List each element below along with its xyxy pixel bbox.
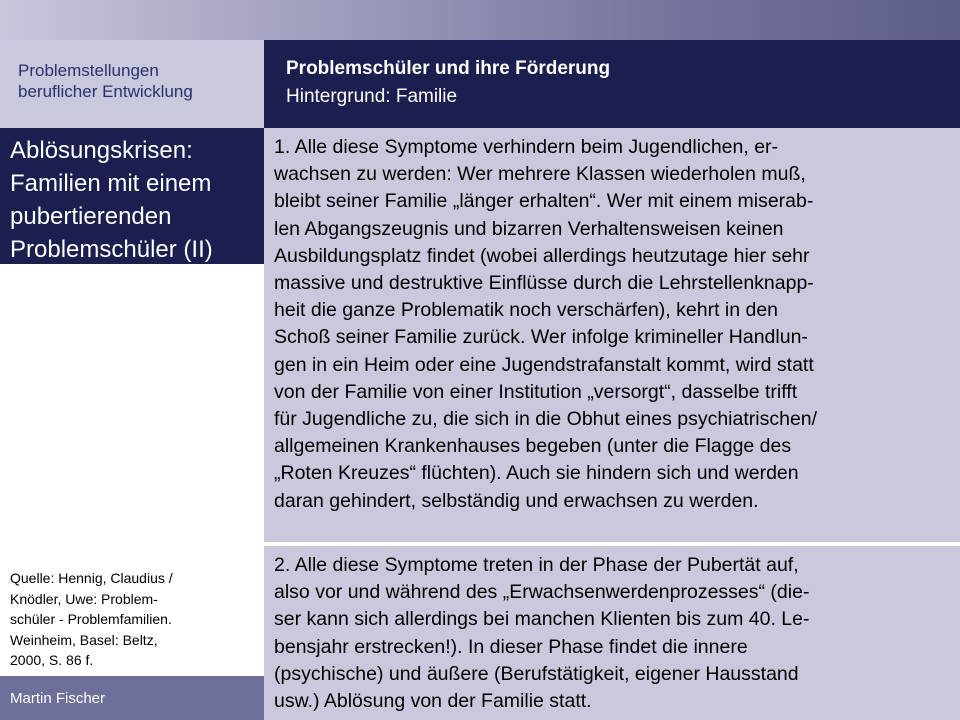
paragraph-2: [274, 552, 946, 715]
subject-line: Problemstellungen: [18, 61, 159, 80]
paragraph-line: (psychische) und äußere (Berufstätigkeit, eigener Hausstand: [274, 662, 799, 685]
source-line: Weinheim, Basel: Beltz,: [10, 631, 158, 648]
paragraph-line: heit die ganze Problematik noch verschärfen), kehrt in den: [274, 299, 779, 322]
slide-subtitle: Hintergrund: Familie: [286, 86, 458, 107]
paragraph-line: allgemeinen Krankenhauses begeben (unter die Flagge des: [274, 435, 792, 458]
paragraph-line: 1. Alle diese Symptome verhindern beim Jugendlichen, er-: [274, 136, 779, 158]
paragraph-line: massive und destruktive Einflüsse durch die Lehrstellenknapp-: [274, 272, 814, 295]
section-title-line: pubertierenden: [10, 203, 172, 230]
source-line: 2000, S. 86 f.: [10, 652, 94, 668]
section-title: [10, 134, 260, 266]
paragraph-line: daran gehindert, selbständig und erwachsen zu werden.: [274, 489, 759, 512]
slide-title: Problemschüler und ihre Förderung: [286, 58, 611, 79]
paragraph-line: „Roten Kreuzes“ flüchten). Auch sie hindern sich und werden: [274, 462, 799, 485]
section-title-line: Ablösungskrisen:: [10, 137, 193, 164]
paragraph-line: usw.) Ablösung von der Familie statt.: [274, 690, 592, 713]
source-citation: [10, 568, 260, 671]
paragraph-line: Ausbildungsplatz findet (wobei allerdings heutzutage hier sehr: [274, 244, 810, 267]
paragraph-line: gen in ein Heim oder eine Jugendstrafanstalt kommt, wird statt: [274, 353, 814, 376]
source-line: Quelle: Hennig, Claudius /: [10, 570, 173, 586]
paragraph-line: ser kann sich allerdings bei manchen Klienten bis zum 40. Le-: [274, 608, 810, 631]
section-title-line: Problemschüler (II): [10, 236, 213, 263]
paragraph-line: wachsen zu werden: Wer mehrere Klassen wiederholen muß,: [274, 163, 806, 186]
paragraph-line: len Abgangszeugnis und bizarren Verhaltensweisen keinen: [274, 217, 784, 240]
author-name: Martin Fischer: [10, 690, 106, 707]
paragraph-line: von der Familie von einer Institution „versorgt“, dasselbe trifft: [274, 380, 798, 403]
paragraph-line: für Jugendliche zu, die sich in die Obhut eines psychiatrischen/: [274, 408, 818, 431]
paragraph-line: bensjahr erstrecken!). In dieser Phase findet die innere: [274, 635, 748, 658]
section-title-line: Familien mit einem: [10, 170, 212, 197]
subject-label: [18, 60, 258, 102]
paragraph-line: Schoß seiner Familie zurück. Wer infolge krimineller Handlun-: [274, 326, 808, 349]
paragraph-1: [274, 134, 946, 515]
source-line: Knödler, Uwe: Problem-: [10, 590, 158, 607]
paragraph-line: 2. Alle diese Symptome treten in der Phase der Pubertät auf,: [274, 554, 799, 576]
paragraph-line: bleibt seiner Familie „länger erhalten“. Wer mit einem miserab-: [274, 190, 814, 213]
source-line: schüler - Problemfamilien.: [10, 611, 172, 627]
subject-line: beruflicher Entwicklung: [18, 82, 193, 101]
paragraph-box-1: [264, 128, 960, 542]
paragraph-box-2: [264, 546, 960, 720]
paragraph-line: also vor und während des „Erwachsenwerdenprozesses“ (die-: [274, 581, 810, 604]
